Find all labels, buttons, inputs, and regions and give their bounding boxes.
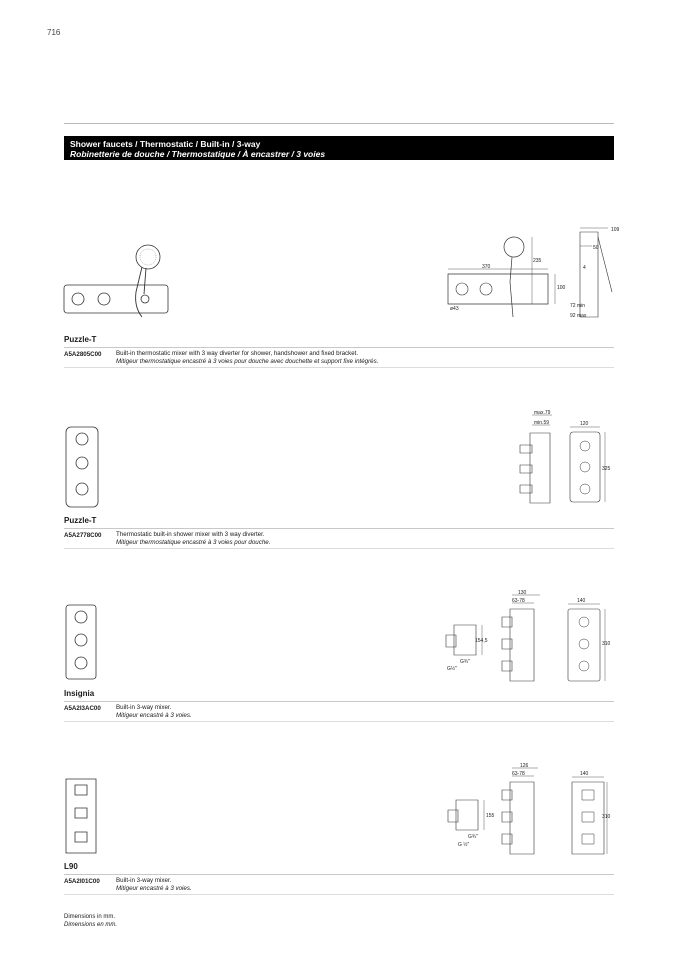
description-en: Thermostatic built-in shower mixer with 3 way diverter. (116, 531, 265, 538)
product-description (116, 350, 378, 366)
description-fr: Mitigeur thermostatique encastré à 3 voies pour douche. (116, 539, 271, 546)
product-name: Puzzle-T (64, 516, 97, 525)
product-divider (64, 721, 614, 722)
product-divider (64, 701, 614, 702)
dim-label: 100 (557, 285, 566, 291)
product-divider (64, 367, 614, 368)
section-banner (64, 136, 614, 160)
description-en: Built-in 3-way mixer. (116, 704, 172, 711)
dim-label: 50 (593, 245, 599, 251)
dim-label: 120 (580, 421, 589, 427)
dim-label: G½" (447, 666, 457, 672)
dim-label: 370 (482, 264, 491, 270)
dim-label: 310 (602, 641, 611, 647)
product-code: A5A2805C00 (64, 351, 102, 358)
dim-label: 109 (611, 227, 620, 233)
dim-label: 154,5 (475, 638, 488, 644)
description-fr: Mitigeur encastré à 3 voies. (116, 885, 192, 892)
product-code: A5A2778C00 (64, 532, 102, 539)
section-title-en: Shower faucets / Thermostatic / Built-in / 3-way (70, 139, 261, 149)
dim-label: G ½" (458, 842, 470, 848)
dim-label: 140 (577, 598, 586, 604)
product-description (116, 877, 192, 893)
product-divider (64, 347, 614, 348)
dim-label: min.59 (534, 420, 550, 426)
dim-label: 4 (583, 265, 586, 271)
description-en: Built-in thermostatic mixer with 3 way diverter for shower, handshower and fixed bracket. (116, 350, 359, 357)
drawing-puzzle-t (512, 405, 612, 515)
product-name: Insignia (64, 689, 95, 698)
footer-fr: Dimensions en mm. (64, 922, 118, 928)
product-divider (64, 894, 614, 895)
product-divider (64, 874, 614, 875)
drawing-insignia (442, 587, 617, 687)
description-fr: Mitigeur encastré à 3 voies. (116, 712, 192, 719)
footer-en: Dimensions in mm. (64, 914, 116, 920)
dim-label: ø43 (450, 306, 459, 312)
dim-label: G¾" (468, 834, 478, 840)
product-photo-insignia (62, 603, 102, 683)
dim-label: 63-78 (512, 771, 525, 777)
dim-label: 72 min (570, 303, 586, 309)
product-description (116, 704, 192, 720)
dim-label: 140 (580, 771, 589, 777)
dim-label: G¾" (460, 659, 470, 665)
dim-label: 235 (533, 258, 542, 264)
top-divider (64, 123, 614, 124)
dim-label: 325 (602, 466, 611, 472)
dim-label: 130 (518, 590, 527, 596)
drawing-l90 (442, 760, 617, 860)
dim-label: 310 (602, 814, 611, 820)
page-number: 716 (47, 28, 61, 37)
section-title-fr: Robinetterie de douche / Thermostatique / À encastrer / 3 voies (70, 149, 326, 159)
dim-label: max.79 (534, 410, 551, 416)
dim-label: 155 (486, 813, 495, 819)
product-code: A5A2I3AC00 (64, 705, 101, 712)
dim-label: 92 max (570, 313, 587, 319)
product-name: L90 (64, 862, 78, 871)
dim-label: 126 (520, 763, 529, 769)
dim-label: 63-78 (512, 598, 525, 604)
product-description (116, 531, 270, 547)
product-name: Puzzle-T (64, 335, 97, 344)
footer-note (64, 913, 117, 929)
product-photo-puzzle-t (62, 425, 102, 510)
product-divider (64, 528, 614, 529)
drawing-puzzle-t-handshower (440, 222, 620, 322)
product-photo-puzzle-t-handshower (62, 232, 172, 322)
product-photo-l90 (62, 777, 102, 857)
product-code: A5A2I01C00 (64, 878, 100, 885)
description-en: Built-in 3-way mixer. (116, 877, 172, 884)
product-divider (64, 548, 614, 549)
description-fr: Mitigeur thermostatique encastré à 3 voies pour douche avec douchette et support fixe intégrés. (116, 358, 379, 365)
